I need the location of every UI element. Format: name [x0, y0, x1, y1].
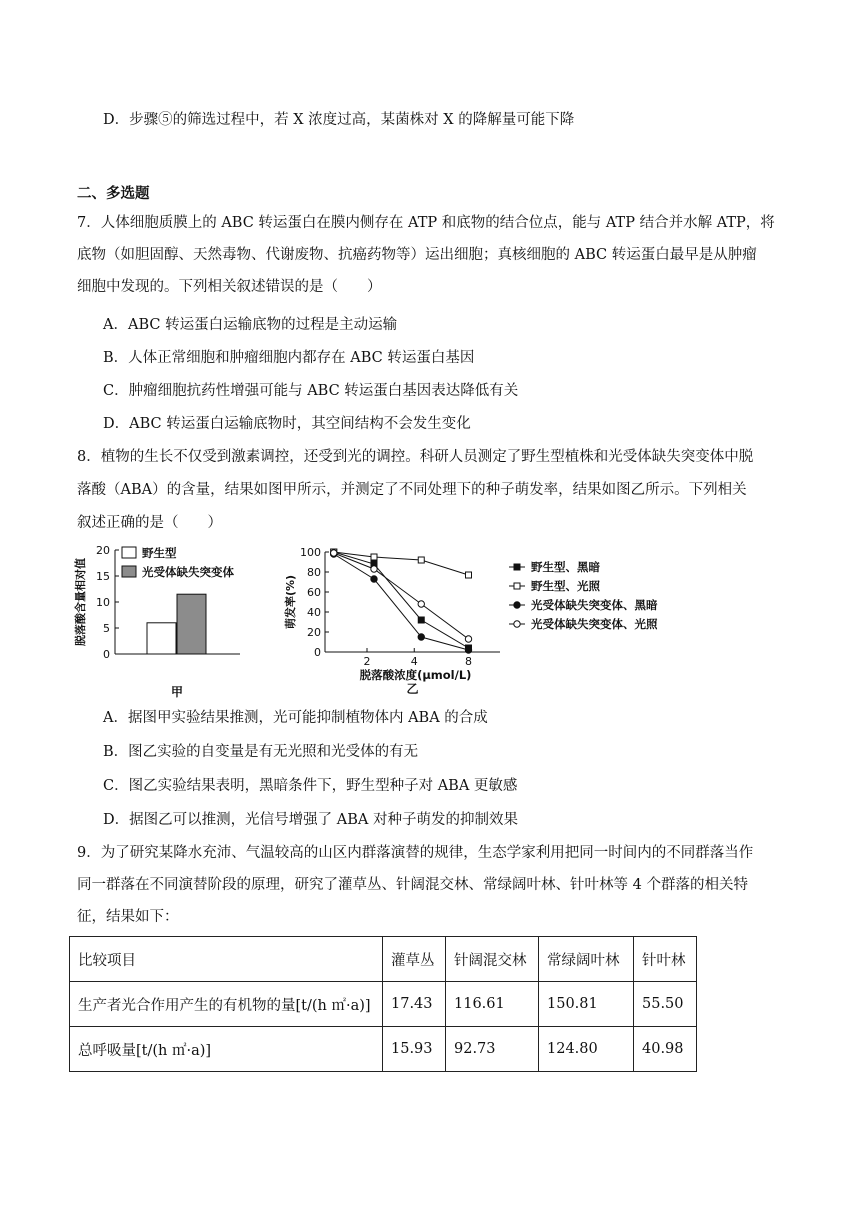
q9-stem-line2: 同一群落在不同演替阶段的原理，研究了灌草丛、针阔混交林、常绿阔叶林、针叶林等 4 个群落的相关特 — [77, 877, 748, 893]
y-tick-label: 10 — [96, 596, 110, 609]
q8-option-c: C．图乙实验结果表明，黑暗条件下，野生型种子对 ABA 更敏感 — [103, 778, 518, 794]
x-tick-label: 2 — [363, 655, 371, 668]
y-tick-label: 0 — [103, 648, 110, 661]
data-point — [371, 566, 377, 572]
table-cell: 116.61 — [446, 982, 539, 1027]
data-point — [465, 636, 471, 642]
q9-stem-line3: 征，结果如下： — [77, 909, 179, 925]
table-header-cell: 针阔混交林 — [446, 937, 539, 982]
y-tick-label: 100 — [300, 546, 321, 559]
q8-option-d: D．据图乙可以推测，光信号增强了 ABA 对种子萌发的抑制效果 — [103, 812, 518, 828]
data-point — [465, 647, 471, 653]
chart-yi — [280, 542, 680, 702]
q8-stem-line3: 叙述正确的是（ ） — [77, 515, 222, 531]
table-cell: 40.98 — [634, 1027, 697, 1072]
table-cell: 17.43 — [383, 982, 446, 1027]
x-tick-label: 4 — [410, 655, 418, 668]
table-header-cell: 灌草丛 — [383, 937, 446, 982]
table-header-cell: 比较项目 — [70, 937, 383, 982]
table-cell: 150.81 — [539, 982, 634, 1027]
legend-label: 野生型 — [142, 546, 177, 560]
y-axis-label: 萌发率(%) — [284, 574, 297, 630]
table-row — [70, 1027, 697, 1072]
y-tick-label: 20 — [307, 626, 321, 639]
data-point — [418, 601, 424, 607]
data-point — [371, 576, 377, 582]
chart-caption: 甲 — [170, 685, 184, 699]
comparison-table — [69, 936, 697, 1072]
q8-option-a: A．据图甲实验结果推测，光可能抑制植物体内 ABA 的合成 — [103, 710, 488, 726]
q9-stem-line1: 9．为了研究某降水充沛、气温较高的山区内群落演替的规律，生态学家利用把同一时间内的不同群落当作 — [77, 845, 754, 861]
q7-option-d: D．ABC 转运蛋白运输底物时，其空间结构不会发生变化 — [103, 416, 471, 432]
q7-stem-line3: 细胞中发现的。下列相关叙述错误的是（ ） — [77, 279, 382, 295]
y-tick-label: 60 — [307, 586, 321, 599]
legend-label: 光受体缺失突变体 — [142, 565, 234, 579]
q8-option-b: B．图乙实验的自变量是有无光照和光受体的有无 — [103, 744, 419, 760]
q7-option-c: C．肿瘤细胞抗药性增强可能与 ABC 转运蛋白基因表达降低有关 — [103, 383, 519, 399]
legend-label: 野生型、光照 — [531, 579, 600, 593]
table-cell: 生产者光合作用产生的有机物的量[t/(h ㎡·a)] — [70, 982, 383, 1027]
y-axis-label: 脱落酸含量相对值 — [74, 558, 87, 646]
q8-stem-line1: 8．植物的生长不仅受到激素调控，还受到光的调控。科研人员测定了野生型植株和光受体缺失突变体中脱 — [77, 449, 754, 465]
y-tick-label: 15 — [96, 570, 110, 583]
y-tick-label: 80 — [307, 566, 321, 579]
table-cell: 55.50 — [634, 982, 697, 1027]
data-point — [514, 621, 520, 627]
series-line — [334, 552, 469, 575]
bar — [177, 594, 206, 654]
table-header-cell: 常绿阔叶林 — [539, 937, 634, 982]
q6-option-d: D．步骤⑤的筛选过程中，若 X 浓度过高，某菌株对 X 的降解量可能下降 — [103, 112, 575, 128]
table-cell: 92.73 — [446, 1027, 539, 1072]
x-tick-label: 8 — [465, 655, 472, 668]
legend-label: 光受体缺失突变体、黑暗 — [531, 598, 658, 612]
legend-swatch — [122, 566, 136, 577]
q7-stem-line1: 7．人体细胞质膜上的 ABC 转运蛋白在膜内侧存在 ATP 和底物的结合位点，能与 ATP 结合并水解 ATP，将 — [77, 215, 775, 231]
data-point — [371, 554, 377, 560]
q7-option-a: A．ABC 转运蛋白运输底物的过程是主动运输 — [103, 317, 398, 333]
table-cell: 总呼吸量[t/(h ㎡·a)] — [70, 1027, 383, 1072]
y-tick-label: 40 — [307, 606, 321, 619]
chart-caption: 乙 — [406, 682, 419, 696]
x-axis-label: 脱落酸浓度(μmol/L) — [359, 668, 472, 682]
data-point — [418, 634, 424, 640]
table-cell: 15.93 — [383, 1027, 446, 1072]
chart-jia — [70, 542, 280, 702]
data-point — [514, 602, 520, 608]
data-point — [418, 557, 424, 563]
q7-option-b: B．人体正常细胞和肿瘤细胞内都存在 ABC 转运蛋白基因 — [103, 350, 475, 366]
y-tick-label: 20 — [96, 544, 110, 557]
table-cell: 124.80 — [539, 1027, 634, 1072]
legend-label: 野生型、黑暗 — [531, 560, 600, 574]
table-row — [70, 982, 697, 1027]
legend-label: 光受体缺失突变体、光照 — [531, 617, 658, 631]
table-header-cell: 针叶林 — [634, 937, 697, 982]
q7-stem-line2: 底物（如胆固醇、天然毒物、代谢废物、抗癌药物等）运出细胞；真核细胞的 ABC 转运蛋白最早是从肿瘤 — [77, 247, 757, 263]
table-header-row — [70, 937, 697, 982]
bar — [147, 623, 176, 654]
data-point — [418, 617, 424, 623]
data-point — [466, 572, 472, 578]
legend-swatch — [122, 547, 136, 558]
data-point — [331, 550, 337, 556]
y-tick-label: 0 — [314, 646, 321, 659]
section-title: 二、多选题 — [77, 186, 150, 202]
data-point — [514, 583, 520, 589]
y-tick-label: 5 — [103, 622, 110, 635]
q8-stem-line2: 落酸（ABA）的含量，结果如图甲所示，并测定了不同处理下的种子萌发率，结果如图乙所示。下列相关 — [77, 482, 747, 498]
data-point — [514, 564, 520, 570]
